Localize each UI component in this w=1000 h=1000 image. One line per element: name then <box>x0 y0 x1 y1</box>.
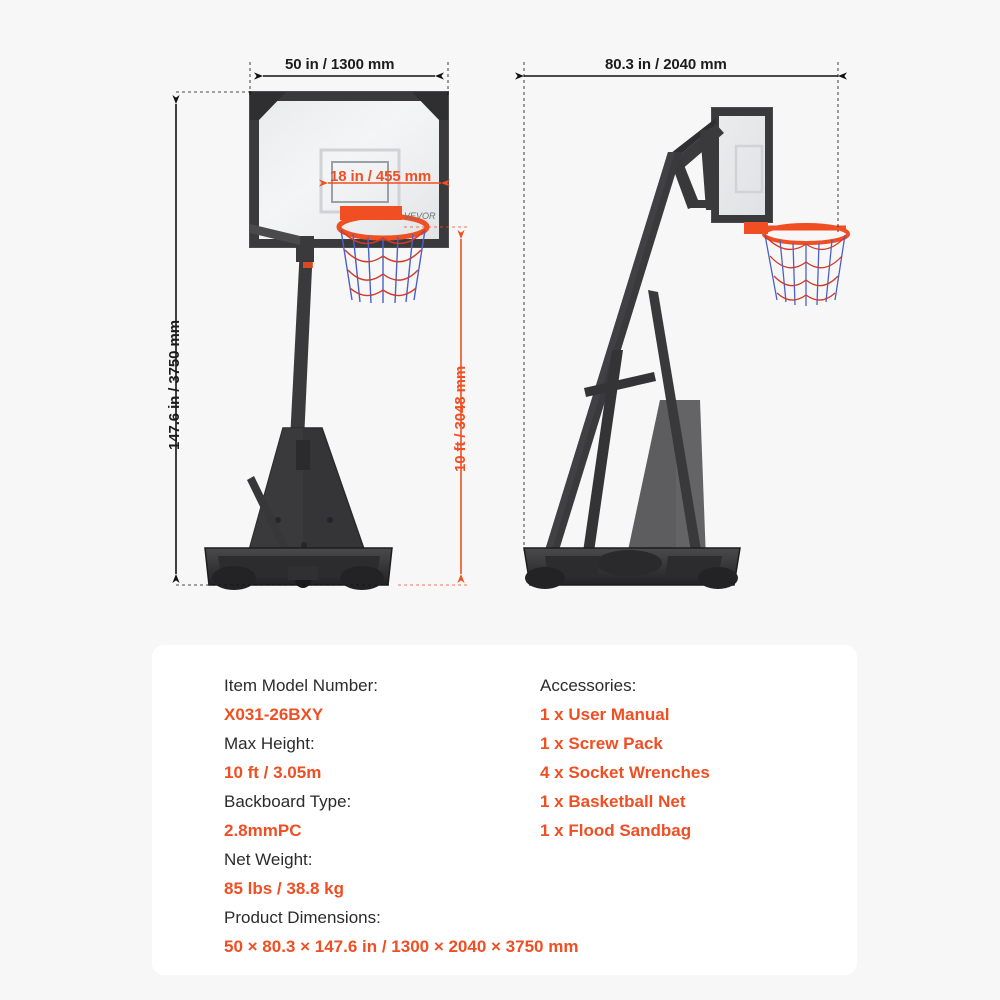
spec-label-product-dimensions: Product Dimensions: <box>224 908 381 927</box>
spec-label-backboard-type: Backboard Type: <box>224 792 352 811</box>
spec-value-model: X031-26BXY <box>224 705 324 724</box>
spec-value-net-weight: 85 lbs / 38.8 kg <box>224 879 345 898</box>
spec-list <box>224 671 579 961</box>
accessory-item: 1 x Flood Sandbag <box>540 821 692 840</box>
spec-label-model: Item Model Number: <box>224 676 378 695</box>
accessory-item: 1 x Basketball Net <box>540 792 686 811</box>
side-depth-dimension-label: 80.3 in / 2040 mm <box>605 56 727 73</box>
accessory-item: 1 x Screw Pack <box>540 734 663 753</box>
specification-card <box>152 645 857 975</box>
accessories-heading: Accessories: <box>540 676 637 695</box>
spec-value-product-dimensions: 50 × 80.3 × 147.6 in / 1300 × 2040 × 3750 mm <box>224 937 579 956</box>
accessory-item: 1 x User Manual <box>540 705 670 724</box>
front-view-drawing <box>205 92 448 590</box>
spec-label-max-height: Max Height: <box>224 734 315 753</box>
spec-value-max-height: 10 ft / 3.05m <box>224 763 322 782</box>
svg-text:VEVOR: VEVOR <box>404 211 436 221</box>
accessory-item: 4 x Socket Wrenches <box>540 763 710 782</box>
front-width-dimension-label: 50 in / 1300 mm <box>285 56 395 73</box>
front-height-dimension-label: 147.6 in / 3750 mm <box>166 320 183 450</box>
spec-label-net-weight: Net Weight: <box>224 850 313 869</box>
side-view-drawing <box>524 108 848 589</box>
accessories-list <box>540 671 840 845</box>
backboard-inner-dimension-label: 18 in / 455 mm <box>330 168 432 185</box>
rim-height-dimension-label: 10 ft / 3048 mm <box>452 365 469 472</box>
spec-value-backboard-type: 2.8mmPC <box>224 821 302 840</box>
